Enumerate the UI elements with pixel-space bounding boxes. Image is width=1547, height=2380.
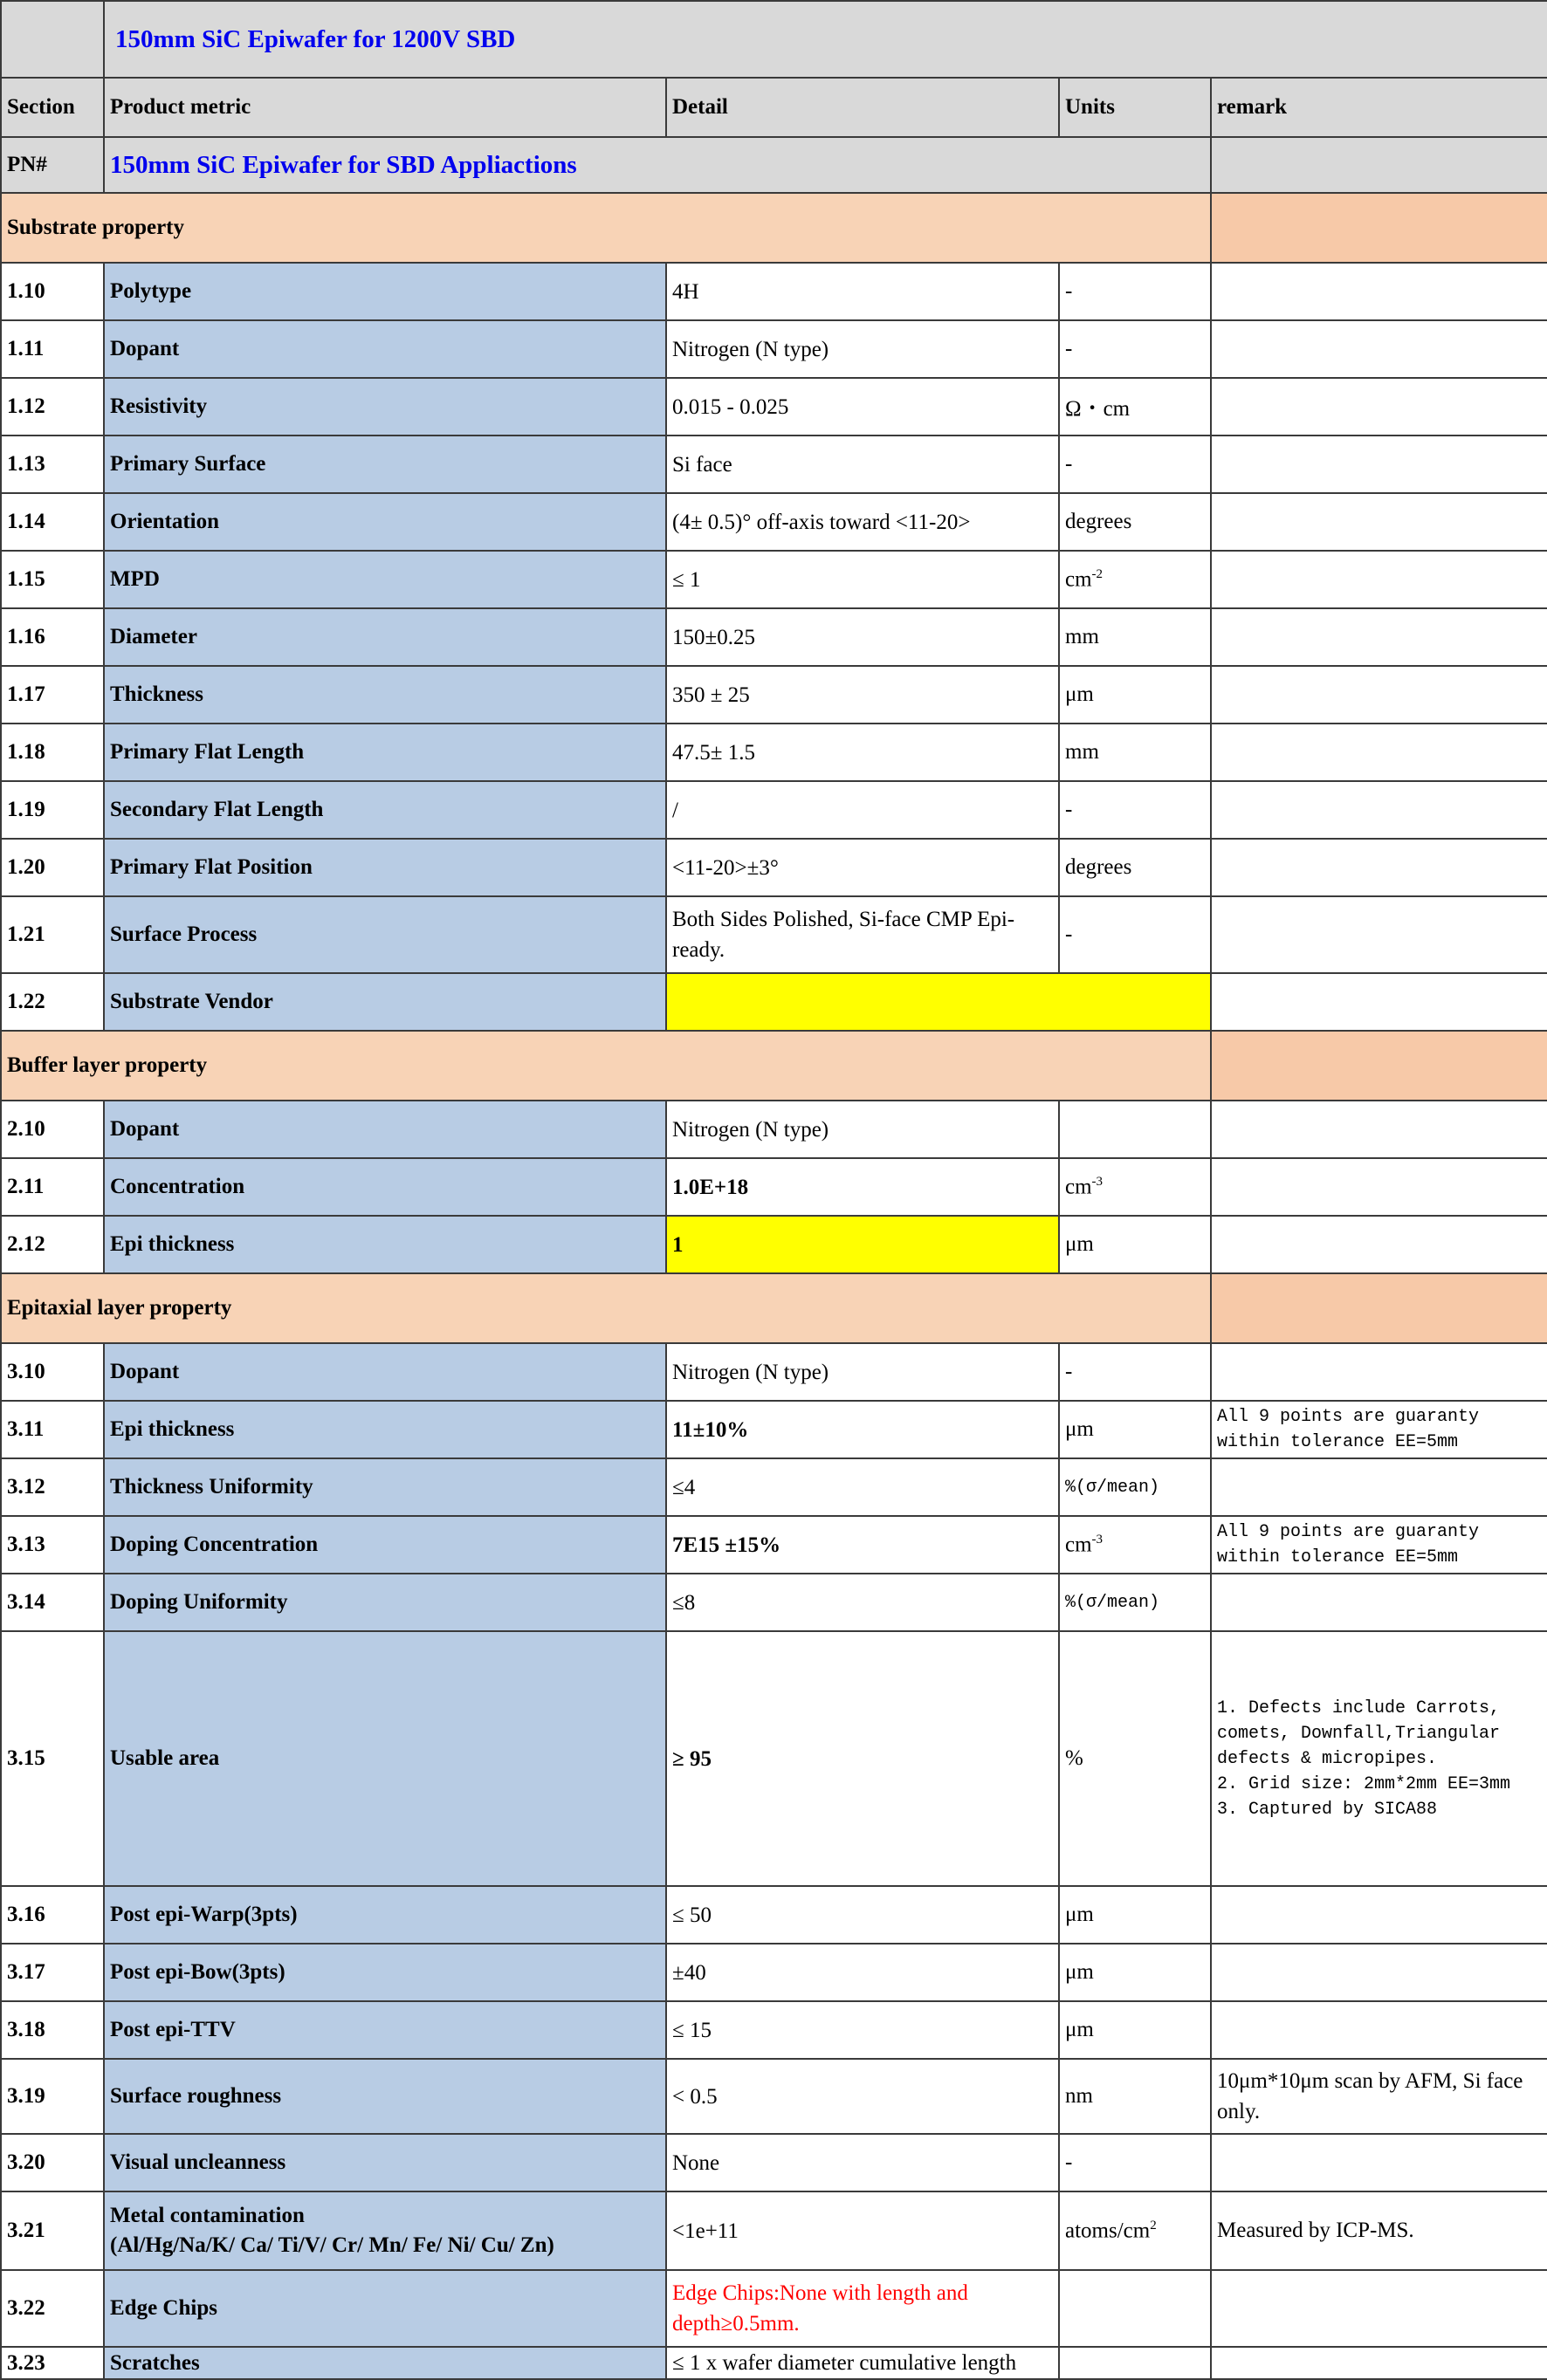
row-remark xyxy=(1211,973,1547,1031)
row-detail: <11-20>±3° xyxy=(666,839,1059,896)
row-metric: Primary Flat Position xyxy=(104,839,666,896)
row-metric-sub: (Al/Hg/Na/K/ Ca/ Ti/V/ Cr/ Mn/ Fe/ Ni/ Cu/ Zn) xyxy=(110,2233,554,2257)
row-units-text: - xyxy=(1065,279,1073,303)
row-units-text: μm xyxy=(1065,2018,1094,2041)
table-row xyxy=(1,1101,1547,1158)
row-units-exponent: -3 xyxy=(1091,1174,1104,1189)
row-detail: Both Sides Polished, Si-face CMP Epi-ready. xyxy=(666,896,1059,973)
row-remark xyxy=(1211,2134,1547,2191)
buffer-rows xyxy=(1,1101,1547,1273)
row-detail: ≤ 50 xyxy=(666,1886,1059,1944)
section-header-remark xyxy=(1211,1031,1547,1101)
row-remark xyxy=(1211,436,1547,493)
row-units xyxy=(1059,2270,1211,2347)
row-section-id: 3.15 xyxy=(1,1631,104,1886)
row-detail: 150±0.25 xyxy=(666,608,1059,666)
row-units xyxy=(1059,608,1211,666)
remark-line: 3. Captured by SICA88 xyxy=(1217,1799,1438,1820)
table-row xyxy=(1,1458,1547,1516)
row-detail: 7E15 ±15% xyxy=(666,1516,1059,1574)
row-detail: None xyxy=(666,2134,1059,2191)
row-units xyxy=(1059,378,1211,436)
row-units-text: μm xyxy=(1065,1232,1094,1256)
row-units-text: μm xyxy=(1065,682,1094,706)
row-units-exponent: 2 xyxy=(1150,2218,1157,2233)
row-remark xyxy=(1211,1944,1547,2001)
row-section-id: 3.23 xyxy=(1,2347,104,2379)
row-detail: / xyxy=(666,781,1059,839)
section-header-substrate: Substrate property xyxy=(1,193,1211,263)
row-units xyxy=(1059,493,1211,551)
row-detail: ±40 xyxy=(666,1944,1059,2001)
row-units-text: - xyxy=(1065,452,1073,476)
row-units-text: Ω・cm xyxy=(1065,397,1131,421)
row-units xyxy=(1059,263,1211,320)
row-units xyxy=(1059,1574,1211,1631)
row-remark: 10μm*10μm scan by AFM, Si face only. xyxy=(1211,2059,1547,2134)
row-units-text: μm xyxy=(1065,1417,1094,1441)
row-units xyxy=(1059,1401,1211,1458)
row-units xyxy=(1059,896,1211,973)
row-units-text: atoms/cm xyxy=(1065,2219,1151,2243)
row-detail: ≤ 1 x wafer diameter cumulative length xyxy=(666,2347,1059,2379)
row-remark xyxy=(1211,1458,1547,1516)
row-metric: Dopant xyxy=(104,1343,666,1401)
row-units-text: cm xyxy=(1065,1533,1092,1557)
row-units-text: degrees xyxy=(1065,855,1132,879)
row-detail: 47.5± 1.5 xyxy=(666,724,1059,781)
document-title: 150mm SiC Epiwafer for 1200V SBD xyxy=(104,1,1547,78)
row-section-id: 3.20 xyxy=(1,2134,104,2191)
row-remark xyxy=(1211,551,1547,608)
row-units-text: - xyxy=(1065,798,1073,821)
row-units-text: μm xyxy=(1065,1903,1094,1926)
table-row xyxy=(1,551,1547,608)
row-units-text: μm xyxy=(1065,1960,1094,1984)
table-row xyxy=(1,666,1547,724)
row-metric-name: Metal contamination xyxy=(110,2204,305,2227)
row-detail: <1e+11 xyxy=(666,2191,1059,2270)
column-header-detail: Detail xyxy=(666,78,1059,137)
table-row xyxy=(1,378,1547,436)
row-metric: Usable area xyxy=(104,1631,666,1886)
row-section-id: 1.21 xyxy=(1,896,104,973)
row-metric: Diameter xyxy=(104,608,666,666)
row-detail: 350 ± 25 xyxy=(666,666,1059,724)
row-units xyxy=(1059,1886,1211,1944)
row-section-id: 1.19 xyxy=(1,781,104,839)
row-metric: Primary Flat Length xyxy=(104,724,666,781)
row-section-id: 3.17 xyxy=(1,1944,104,2001)
row-remark: Measured by ICP-MS. xyxy=(1211,2191,1547,2270)
row-units xyxy=(1059,724,1211,781)
table-row xyxy=(1,1216,1547,1273)
row-remark xyxy=(1211,781,1547,839)
row-units xyxy=(1059,2001,1211,2059)
section-header-buffer: Buffer layer property xyxy=(1,1031,1211,1101)
row-remark xyxy=(1211,839,1547,896)
table-row xyxy=(1,493,1547,551)
row-detail: < 0.5 xyxy=(666,2059,1059,2134)
table-row xyxy=(1,1631,1547,1886)
row-remark xyxy=(1211,2001,1547,2059)
row-metric: Resistivity xyxy=(104,378,666,436)
row-section-id: 3.13 xyxy=(1,1516,104,1574)
section-header-remark xyxy=(1211,1273,1547,1343)
row-detail: ≥ 95 xyxy=(666,1631,1059,1886)
row-units-text: %(σ/mean) xyxy=(1065,1592,1160,1613)
row-remark xyxy=(1211,320,1547,378)
row-remark xyxy=(1211,896,1547,973)
row-detail: ≤4 xyxy=(666,1458,1059,1516)
table-row xyxy=(1,1516,1547,1574)
row-detail: 11±10% xyxy=(666,1401,1059,1458)
row-units-text: degrees xyxy=(1065,510,1132,533)
row-units xyxy=(1059,1158,1211,1216)
row-metric: Thickness xyxy=(104,666,666,724)
row-detail xyxy=(666,973,1211,1031)
row-remark: All 9 points are guaranty within tolerance EE=5mm xyxy=(1211,1516,1547,1574)
pn-label: PN# xyxy=(1,137,104,193)
row-units-exponent: -3 xyxy=(1091,1532,1104,1547)
row-metric: Scratches xyxy=(104,2347,666,2379)
row-section-id: 3.16 xyxy=(1,1886,104,1944)
row-units-exponent: -2 xyxy=(1091,566,1104,581)
pn-remark xyxy=(1211,137,1547,193)
table-row xyxy=(1,2191,1547,2270)
row-units xyxy=(1059,2134,1211,2191)
row-remark xyxy=(1211,1886,1547,1944)
row-section-id: 2.11 xyxy=(1,1158,104,1216)
row-section-id: 3.21 xyxy=(1,2191,104,2270)
row-metric: Concentration xyxy=(104,1158,666,1216)
table-row xyxy=(1,2347,1547,2379)
table-row xyxy=(1,2001,1547,2059)
row-section-id: 1.11 xyxy=(1,320,104,378)
row-units-text: - xyxy=(1065,337,1073,360)
table-row xyxy=(1,781,1547,839)
table-row xyxy=(1,2059,1547,2134)
row-units xyxy=(1059,551,1211,608)
row-remark xyxy=(1211,1216,1547,1273)
row-metric: Epi thickness xyxy=(104,1401,666,1458)
row-metric: Dopant xyxy=(104,320,666,378)
row-detail: 1 xyxy=(666,1216,1059,1273)
table-row xyxy=(1,1401,1547,1458)
row-section-id: 1.15 xyxy=(1,551,104,608)
row-remark xyxy=(1211,2347,1547,2379)
column-header-remark: remark xyxy=(1211,78,1547,137)
row-section-id: 3.18 xyxy=(1,2001,104,2059)
row-metric: Edge Chips xyxy=(104,2270,666,2347)
row-units-text: cm xyxy=(1065,1175,1092,1199)
row-remark xyxy=(1211,2270,1547,2347)
row-units-text: mm xyxy=(1065,740,1099,764)
table-row xyxy=(1,839,1547,896)
row-section-id: 3.12 xyxy=(1,1458,104,1516)
row-section-id: 3.19 xyxy=(1,2059,104,2134)
row-metric: Doping Uniformity xyxy=(104,1574,666,1631)
row-section-id: 1.18 xyxy=(1,724,104,781)
row-remark xyxy=(1211,378,1547,436)
row-detail: (4± 0.5)° off-axis toward <11-20> xyxy=(666,493,1059,551)
row-metric: Primary Surface xyxy=(104,436,666,493)
row-metric: Visual uncleanness xyxy=(104,2134,666,2191)
row-remark xyxy=(1211,1343,1547,1401)
table-row xyxy=(1,724,1547,781)
row-units xyxy=(1059,2059,1211,2134)
row-remark xyxy=(1211,724,1547,781)
row-metric: Thickness Uniformity xyxy=(104,1458,666,1516)
section-header-epi: Epitaxial layer property xyxy=(1,1273,1211,1343)
table-row xyxy=(1,608,1547,666)
row-units xyxy=(1059,320,1211,378)
row-section-id: 3.14 xyxy=(1,1574,104,1631)
row-metric: MPD xyxy=(104,551,666,608)
table-row xyxy=(1,1944,1547,2001)
row-section-id: 1.13 xyxy=(1,436,104,493)
row-remark xyxy=(1211,1101,1547,1158)
row-detail: Nitrogen (N type) xyxy=(666,1101,1059,1158)
section-header-remark xyxy=(1211,193,1547,263)
table-row xyxy=(1,2134,1547,2191)
table-row xyxy=(1,1886,1547,1944)
row-section-id: 1.22 xyxy=(1,973,104,1031)
row-section-id: 3.11 xyxy=(1,1401,104,1458)
row-section-id: 1.20 xyxy=(1,839,104,896)
row-units xyxy=(1059,436,1211,493)
row-units-text: - xyxy=(1065,2150,1073,2174)
row-detail: 1.0E+18 xyxy=(666,1158,1059,1216)
row-detail: 0.015 - 0.025 xyxy=(666,378,1059,436)
row-detail: Si face xyxy=(666,436,1059,493)
row-section-id: 2.10 xyxy=(1,1101,104,1158)
row-units xyxy=(1059,1516,1211,1574)
row-remark xyxy=(1211,1574,1547,1631)
remark-line: 1. Defects include Carrots, comets, Downfall,Triangular defects & micropipes. xyxy=(1217,1698,1501,1769)
row-remark: All 9 points are guaranty within tolerance EE=5mm xyxy=(1211,1401,1547,1458)
row-units xyxy=(1059,1343,1211,1401)
row-remark xyxy=(1211,666,1547,724)
row-units xyxy=(1059,1944,1211,2001)
row-remark xyxy=(1211,1158,1547,1216)
table-row xyxy=(1,973,1547,1031)
row-units-text: - xyxy=(1065,1360,1073,1383)
substrate-rows xyxy=(1,263,1547,1031)
row-units-text: mm xyxy=(1065,625,1099,648)
row-metric: Secondary Flat Length xyxy=(104,781,666,839)
row-metric: Surface Process xyxy=(104,896,666,973)
row-units xyxy=(1059,666,1211,724)
row-units-text: % xyxy=(1065,1746,1083,1770)
row-metric: Doping Concentration xyxy=(104,1516,666,1574)
table-row xyxy=(1,1343,1547,1401)
row-units-text: %(σ/mean) xyxy=(1065,1477,1160,1498)
pn-value: 150mm SiC Epiwafer for SBD Appliactions xyxy=(104,137,1211,193)
row-remark xyxy=(1211,493,1547,551)
table-row xyxy=(1,896,1547,973)
table-row xyxy=(1,320,1547,378)
row-section-id: 1.12 xyxy=(1,378,104,436)
row-detail: Nitrogen (N type) xyxy=(666,320,1059,378)
row-remark xyxy=(1211,608,1547,666)
row-metric xyxy=(104,2191,666,2270)
row-units xyxy=(1059,1216,1211,1273)
row-remark xyxy=(1211,263,1547,320)
corner-cell xyxy=(1,1,104,78)
row-metric: Dopant xyxy=(104,1101,666,1158)
table-row xyxy=(1,263,1547,320)
row-detail: ≤ 15 xyxy=(666,2001,1059,2059)
row-units xyxy=(1059,1458,1211,1516)
row-units-text: cm xyxy=(1065,567,1092,592)
row-section-id: 1.16 xyxy=(1,608,104,666)
table-row xyxy=(1,1574,1547,1631)
row-section-id: 1.17 xyxy=(1,666,104,724)
row-section-id: 3.22 xyxy=(1,2270,104,2347)
column-header-units: Units xyxy=(1059,78,1211,137)
row-metric: Epi thickness xyxy=(104,1216,666,1273)
row-metric: Polytype xyxy=(104,263,666,320)
row-metric: Orientation xyxy=(104,493,666,551)
row-metric: Substrate Vendor xyxy=(104,973,666,1031)
column-header-section: Section xyxy=(1,78,104,137)
epi-rows xyxy=(1,1343,1547,2379)
column-header-metric: Product metric xyxy=(104,78,666,137)
row-section-id: 3.10 xyxy=(1,1343,104,1401)
row-metric: Post epi-TTV xyxy=(104,2001,666,2059)
row-units-text: - xyxy=(1065,923,1073,946)
row-metric: Post epi-Warp(3pts) xyxy=(104,1886,666,1944)
row-detail: Edge Chips:None with length and depth≥0.5mm. xyxy=(666,2270,1059,2347)
table-row xyxy=(1,1158,1547,1216)
row-units xyxy=(1059,839,1211,896)
remark-line: 2. Grid size: 2mm*2mm EE=3mm xyxy=(1217,1773,1511,1794)
row-section-id: 1.10 xyxy=(1,263,104,320)
row-units xyxy=(1059,781,1211,839)
table-row xyxy=(1,2270,1547,2347)
row-detail: Nitrogen (N type) xyxy=(666,1343,1059,1401)
row-detail: 4H xyxy=(666,263,1059,320)
row-units xyxy=(1059,2191,1211,2270)
row-units xyxy=(1059,1631,1211,1886)
row-remark xyxy=(1211,1631,1547,1886)
row-section-id: 2.12 xyxy=(1,1216,104,1273)
row-units-text: nm xyxy=(1065,2084,1093,2108)
table-row xyxy=(1,436,1547,493)
row-units xyxy=(1059,2347,1211,2379)
row-metric: Post epi-Bow(3pts) xyxy=(104,1944,666,2001)
row-detail: ≤8 xyxy=(666,1574,1059,1631)
row-metric: Surface roughness xyxy=(104,2059,666,2134)
row-units xyxy=(1059,1101,1211,1158)
row-detail: ≤ 1 xyxy=(666,551,1059,608)
row-section-id: 1.14 xyxy=(1,493,104,551)
